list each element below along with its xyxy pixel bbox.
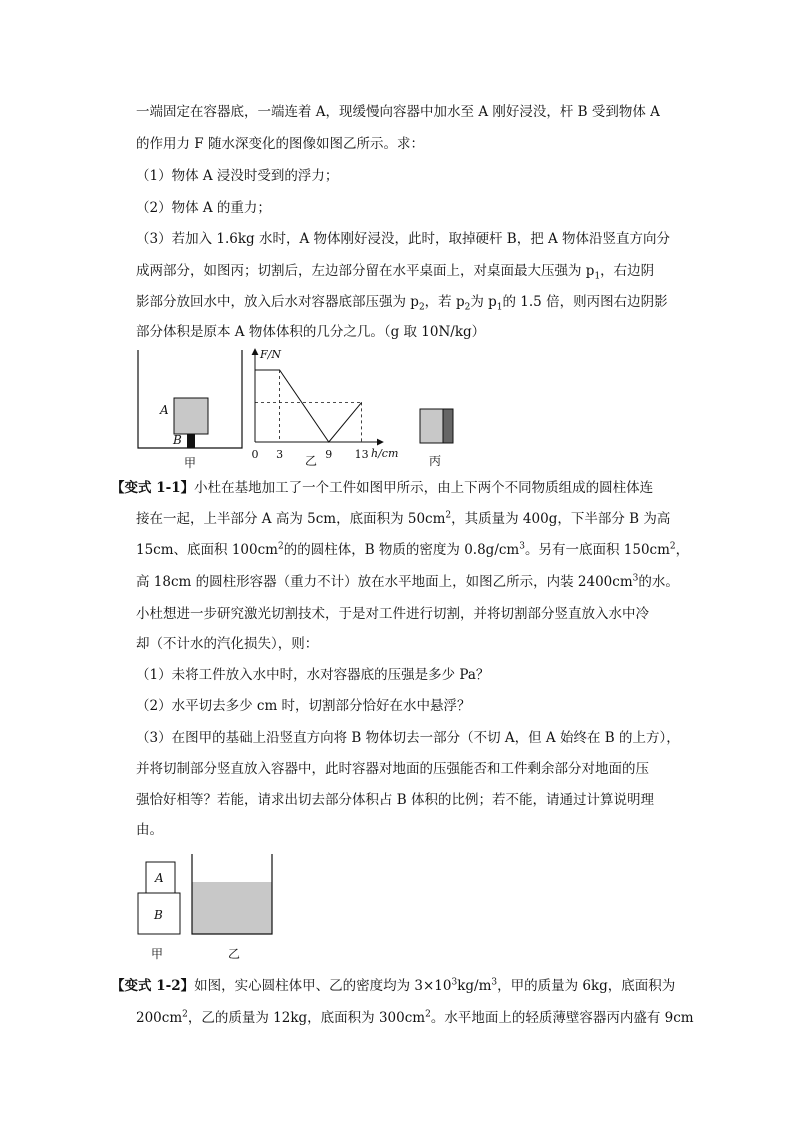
figure-block-bing: [415, 405, 465, 470]
caption-jia: 甲: [184, 456, 197, 470]
question-3-cont: 影部分放回水中，放入后水对容器底部压强为 $p_2$，若 $p_2$为 $p_1$的 1.5 倍，则丙图右边阴影: [136, 294, 668, 313]
y-axis-label: F/N: [260, 348, 281, 361]
figure-2: [130, 850, 290, 965]
x-tick-label: 13: [354, 448, 369, 461]
question-3: （3）在图甲的基础上沿竖直方向将 B 物体切去一部分（不切 A，但 A 始终在 B 的上方），: [136, 730, 680, 746]
label-A: A: [160, 403, 169, 417]
left-part: [420, 409, 443, 443]
variant-1-1-line: 却（不计水的汽化损失），则：: [136, 636, 319, 652]
question-3-cont: 由。: [136, 822, 163, 838]
question-1: （1）未将工件放入水中时，水对容器底的压强是多少 Pa？: [136, 667, 490, 683]
figure-graph-yi: [245, 345, 420, 470]
caption-bing: 丙: [429, 454, 442, 468]
water: [192, 882, 272, 934]
label-A: A: [155, 871, 164, 885]
question-3: （3）若加入 1.6kg 水时，A 物体刚好浸没，此时，取掉硬杆 B，把 A 物体沿竖直方向分: [136, 231, 671, 247]
shaded-right-part: [443, 409, 453, 443]
variant-1-2-line: 【变式 1-2】如图，实心圆柱体甲、乙的密度均为 $3\times 10^3kg/m^3$，甲的质量为 6kg，底面积为: [111, 977, 676, 994]
question-3-cont: 强恰好相等？若能，请求出切去部分体积占 B 体积的比例；若不能，请通过计算说明理: [136, 792, 655, 808]
variant-1-1-line: 接在一起，上半部分 A 高为 5cm，底面积为 $50cm^2$，其质量为 400g，下半部分 B 为高: [136, 510, 671, 527]
question-3-cont: 成两部分，如图丙；切割后，左边部分留在水平桌面上，对桌面最大压强为 $p_1$，右边阴: [136, 263, 655, 282]
label-B: B: [173, 433, 182, 447]
question-2: （2）物体 A 的重力；: [136, 200, 271, 216]
x-tick-label: 0: [251, 448, 259, 461]
x-axis-label: h/cm: [371, 447, 399, 460]
question-2: （2）水平切去多少 cm 时，切割部分恰好在水中悬浮？: [136, 698, 471, 714]
variant-1-1-line: 15cm、底面积 $100cm^2$的的圆柱体，B 物质的密度为 $0.8g/cm^3$。另有一底面积 $150cm^2$，: [136, 541, 690, 558]
para-line: 的作用力 F 随水深变化的图像如图乙所示。求：: [136, 136, 424, 152]
label-B: B: [154, 908, 163, 922]
caption-jia: 甲: [151, 947, 164, 961]
force-line: [255, 370, 362, 442]
figure-container-jia: [130, 348, 250, 473]
variant-1-1-line: 高 18cm 的圆柱形容器（重力不计）放在水平地面上，如图乙所示，内装 $2400cm^3$的水。: [136, 573, 679, 590]
para-line: 一端固定在容器底，一端连着 A，现缓慢向容器中加水至 A 刚好浸没，杆 B 受到物体 A: [136, 104, 660, 120]
x-tick-label: 3: [276, 448, 284, 461]
question-3-cont: 并将切制部分竖直放入容器中，此时容器对地面的压强能否和工件剩余部分对地面的压: [136, 761, 649, 777]
variant-1-1-line: 小杜想进一步研究激光切割技术，于是对工件进行切割，并将切割部分竖直放入水中冷: [136, 606, 649, 622]
question-1: （1）物体 A 浸没时受到的浮力；: [136, 168, 339, 184]
caption-yi: 乙: [305, 454, 318, 468]
block-A: [174, 398, 208, 434]
rod-B: [187, 434, 195, 448]
question-3-cont: 部分体积是原本 A 物体体积的几分之几。（g 取 10N/kg）: [136, 324, 486, 340]
variant-1-1-line: 【变式 1-1】小杜在基地加工了一个工件如图甲所示，由上下两个不同物质组成的圆柱体连: [111, 480, 654, 496]
x-tick-label: 9: [325, 448, 333, 461]
variant-1-2-line: $200cm^2$，乙的质量为 12kg，底面积为 $300cm^2$。水平地面上的轻质薄壁容器丙内盛有 9cm: [136, 1009, 694, 1026]
caption-yi: 乙: [228, 947, 241, 961]
